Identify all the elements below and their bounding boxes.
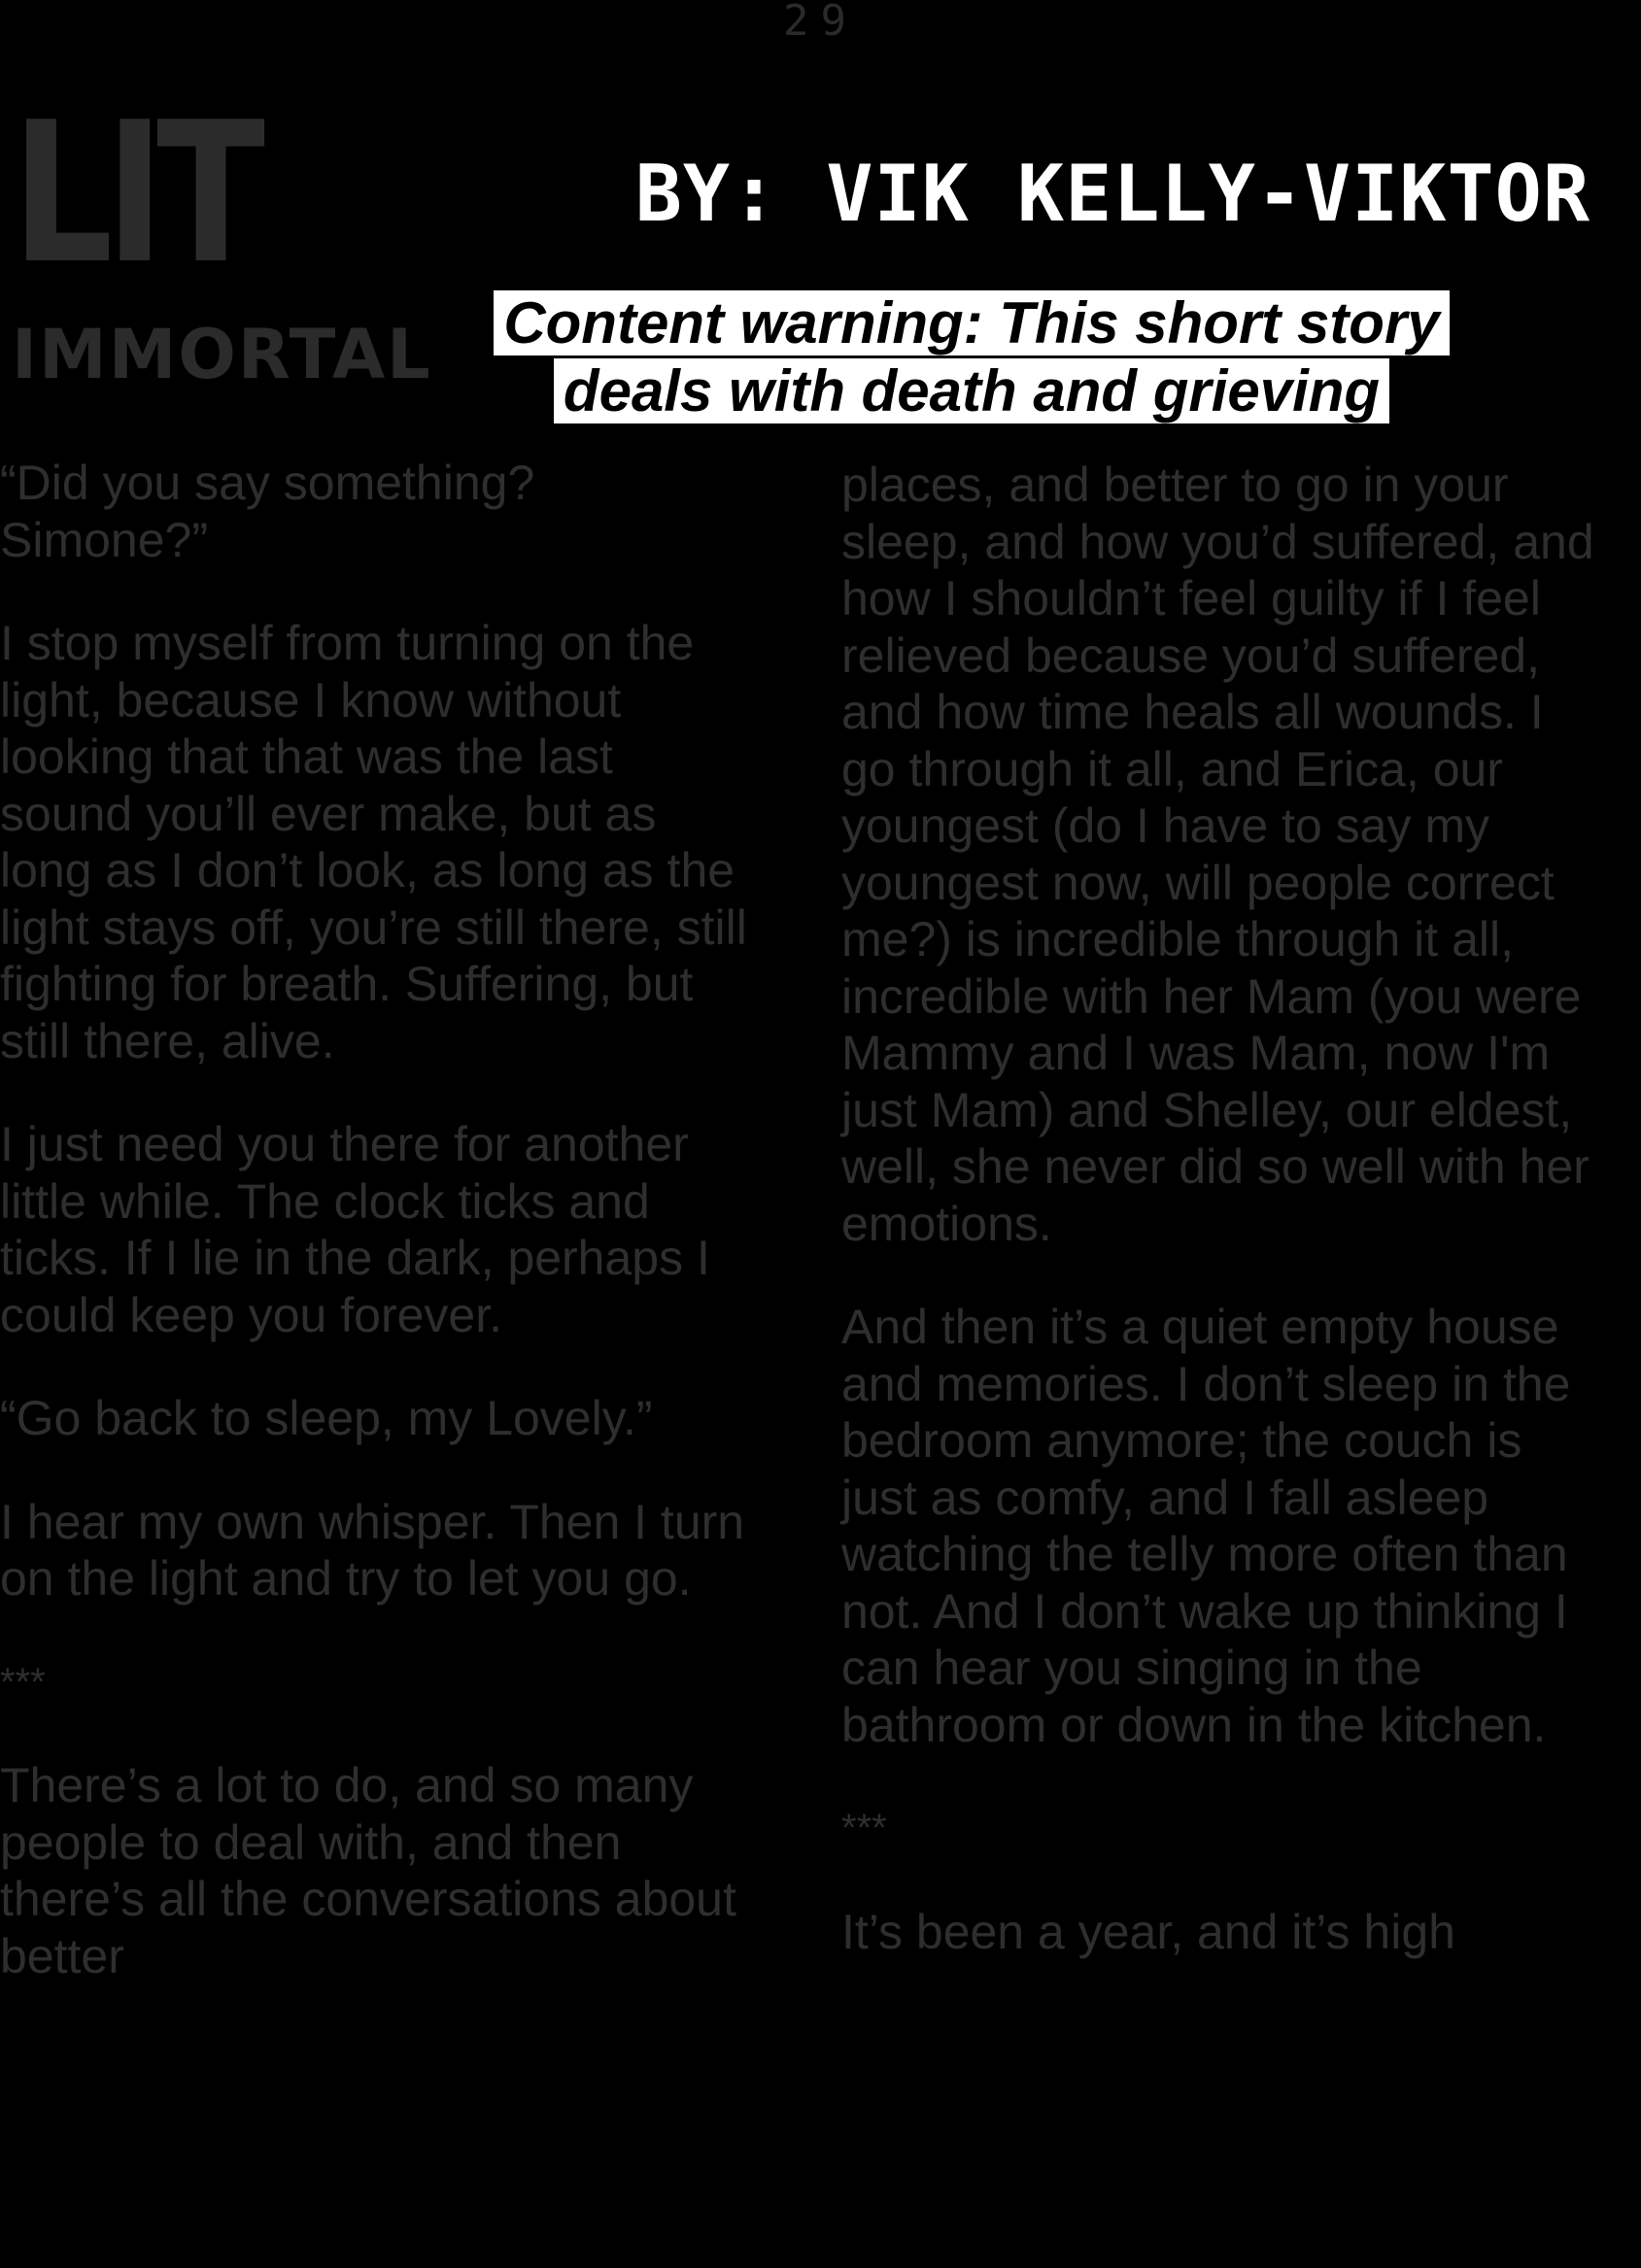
story-paragraph: I stop myself from turning on the light, because I know without looking that that was the last sound you’ll ever make, but as long as I don’t look, as long as the light stays off, you’re still there, still fighting for breath. Suffering, but still there, alive. — [0, 616, 747, 1068]
scene-break: *** — [841, 1807, 887, 1849]
story-column-right — [841, 457, 1609, 2007]
content-warning-line-2: deals with death and grieving — [554, 358, 1389, 423]
story-column-left — [0, 455, 748, 2031]
scene-break: *** — [0, 1660, 46, 1704]
story-paragraph: And then it’s a quiet empty house and memories. I don’t sleep in the bedroom anymore; the couch is just as comfy, and I fall asleep watching the telly more often than not. And I don’t wake up thinking I can hear you singing in the bathroom or down in the kitchen. — [841, 1300, 1571, 1752]
story-paragraph: I just need you there for another little while. The clock ticks and ticks. If I lie in the dark, perhaps I could keep you forever. — [0, 1117, 710, 1342]
content-warning-line-1: Content warning: This short story — [494, 290, 1449, 355]
section-subtitle: IMMORTAL — [12, 315, 432, 394]
story-paragraph: It’s been a year, and it’s high — [841, 1904, 1455, 1959]
content-warning — [437, 289, 1506, 425]
story-paragraph: There’s a lot to do, and so many people to deal with, and then there’s all the conversations about better — [0, 1758, 736, 1983]
story-paragraph: I hear my own whisper. Then I turn on the light and try to let you go. — [0, 1494, 745, 1606]
story-paragraph: “Did you say something? Simone?” — [0, 456, 535, 567]
story-paragraph: places, and better to go in your sleep, and how you’d suffered, and how I shouldn’t feel guilty if I feel relieved because you’d suffered, and how time heals all wounds. I go through it all, and Erica, our youngest (do I have to say my youngest now, will people correct me?) is incredible through it all, incredible with her Mam (you were Mammy and I was Mam, now I'm just Mam) and Shelley, our eldest, well, she never did so well with her emotions. — [841, 457, 1594, 1251]
page-number: 29 — [783, 0, 858, 46]
section-title: LIT — [12, 81, 257, 307]
byline: BY: VIK KELLY-VIKTOR — [634, 149, 1590, 239]
story-paragraph: “Go back to sleep, my Lovely.” — [0, 1391, 653, 1445]
